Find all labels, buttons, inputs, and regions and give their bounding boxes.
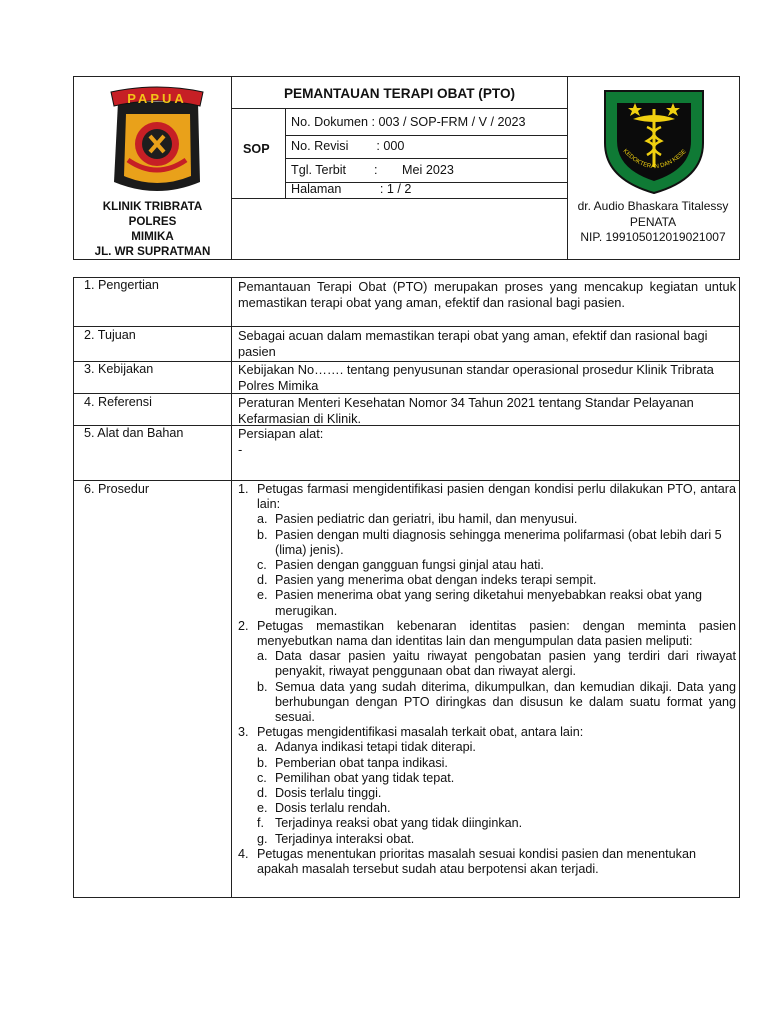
procedure-substep: c. Pasien dengan gangguan fungsi ginjal atau hati.	[257, 558, 544, 573]
clinic-name: KLINIK TRIBRATA POLRES MIMIKA JL. WR SUPRATMAN	[94, 200, 211, 258]
procedure-substep: d. Pasien yang menerima obat dengan indeks terapi sempit.	[257, 573, 597, 588]
procedure-step: 4. Petugas menentukan prioritas masalah sesuai kondisi pasien dan menentukan apakah masalah tersebut sudah atau berpotensi akan terjadi.	[238, 846, 696, 877]
row-label-prosedur: 6. Prosedur	[84, 482, 150, 496]
signatory-rank: PENATA	[629, 214, 677, 229]
doc-number: No. Dokumen : 003 / SOP-FRM / V / 2023	[291, 115, 526, 129]
row-text-tujuan: Sebagai acuan dalam memastikan terapi obat yang aman, efektif dan rasional bagi pasien	[238, 328, 708, 359]
procedure-step: 1. Petugas farmasi mengidentifikasi pasien dengan kondisi perlu dilakukan PTO, antara lain:	[238, 482, 736, 512]
procedure-substep: e. Pasien menerima obat yang sering diketahui menyebabkan reaksi obat yang merugikan.	[257, 588, 703, 618]
signatory-nip: NIP. 199105012019021007	[580, 230, 726, 244]
row-label-alat-bahan: 5. Alat dan Bahan	[84, 426, 184, 440]
signatory	[567, 199, 739, 246]
row-label-referensi: 4. Referensi	[84, 395, 152, 409]
procedure-substep: f. Terjadinya reaksi obat yang tidak diinginkan.	[257, 816, 523, 831]
row-label-tujuan: 2. Tujuan	[84, 328, 136, 342]
procedure-substep: g. Terjadinya interaksi obat.	[257, 831, 415, 846]
row-label-pengertian: 1. Pengertian	[84, 278, 159, 292]
procedure-list	[238, 482, 736, 877]
procedure-substep: c. Pemilihan obat yang tidak tepat.	[257, 770, 455, 785]
row-text-alat-bahan: Persiapan alat: -	[238, 426, 324, 457]
revision-number: No. Revisi : 000	[291, 139, 405, 153]
procedure-substep: a. Adanya indikasi tetapi tidak diterapi.	[257, 740, 476, 755]
papua-police-logo	[106, 84, 208, 200]
procedure-substep: e. Dosis terlalu rendah.	[257, 801, 391, 816]
signatory-name: dr. Audio Bhaskara Titalessy	[577, 199, 729, 213]
dokkes-logo	[597, 81, 711, 195]
row-label-kebijakan: 3. Kebijakan	[84, 362, 154, 376]
procedure-substep: a. Pasien pediatric dan geriatri, ibu hamil, dan menyusui.	[257, 512, 578, 527]
procedure-substep: b. Semua data yang sudah diterima, dikumpulkan, dan kemudian dikaji. Data yang berhubungan dengan PTO diringkas dan disusun ke dalam suatu format yang sesuai.	[257, 679, 736, 725]
page-number: Halaman : 1 / 2	[291, 182, 412, 196]
papua-logo-text: PAPUA	[127, 91, 187, 106]
procedure-step: 2. Petugas memastikan kebenaran identitas pasien: dengan meminta pasien menyebutkan nama dan identitas lain dan mengumpulan data pasien meliputi:	[238, 618, 736, 649]
page-title: PEMANTAUAN TERAPI OBAT (PTO)	[283, 86, 516, 101]
procedure-substep: d. Dosis terlalu tinggi.	[257, 786, 382, 801]
procedure-substep: a. Data dasar pasien yaitu riwayat pengobatan pasien yang terdiri dari riwayat penyakit, riwayat penggunaan obat dan riwayat alergi.	[257, 649, 736, 679]
dokkes-logo-text: KEDOKTERAN DAN KESE	[621, 148, 688, 171]
procedure-step: 3. Petugas mengidentifikasi masalah terkait obat, antara lain:	[238, 725, 584, 740]
procedure-substep: b. Pasien dengan multi diagnosis sehingga menerima polifarmasi (obat lebih dari 5 (lima) jenis).	[257, 527, 722, 557]
row-text-kebijakan: Kebijakan No……. tentang penyusunan standar operasional prosedur Klinik Tribrata Polres Mimika	[238, 362, 714, 393]
issue-date: Tgl. Terbit : Mei 2023	[291, 163, 454, 177]
sop-label: SOP	[243, 142, 270, 156]
row-text-pengertian: Pemantauan Terapi Obat (PTO) merupakan proses yang mencakup kegiatan untuk memastikan terapi obat yang aman, efektif dan rasional bagi pasien.	[238, 279, 736, 310]
row-text-referensi: Peraturan Menteri Kesehatan Nomor 34 Tahun 2021 tentang Standar Pelayanan Kefarmasian di Klinik.	[238, 395, 694, 426]
procedure-substep: b. Pemberian obat tanpa indikasi.	[257, 755, 448, 770]
